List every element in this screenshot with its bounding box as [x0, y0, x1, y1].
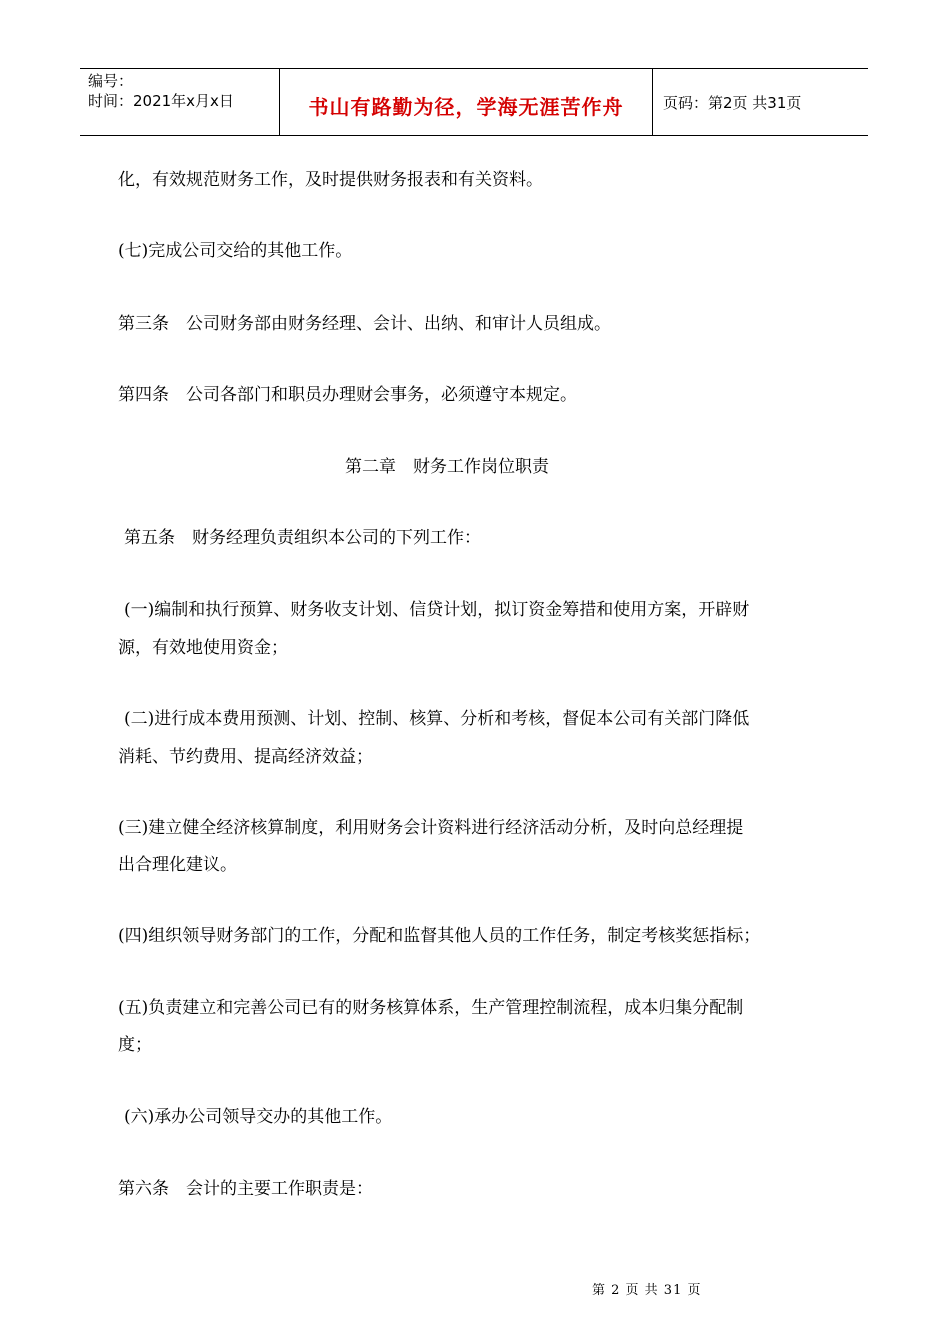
- item-five-line-2: 度；: [118, 1035, 152, 1055]
- article-five: 第五条 财务经理负责组织本公司的下列工作：: [124, 528, 481, 548]
- document-number-label: 编号：: [88, 72, 134, 90]
- item-three-line-1: (三)建立健全经济核算制度，利用财务会计资料进行经济活动分析，及时向总经理提: [118, 818, 744, 838]
- item-one-line-1: (一)编制和执行预算、财务收支计划、信贷计划，拟订资金筹措和使用方案，开辟财: [124, 600, 750, 620]
- page-footer: 第 2 页 共 31 页: [592, 1283, 702, 1298]
- item-six: (六)承办公司领导交办的其他工作。: [124, 1107, 393, 1127]
- paragraph-line: 化，有效规范财务工作，及时提供财务报表和有关资料。: [118, 170, 543, 190]
- article-three: 第三条 公司财务部由财务经理、会计、出纳、和审计人员组成。: [118, 314, 611, 334]
- header-meta-cell: [80, 69, 280, 135]
- header-motto-cell: [280, 69, 653, 135]
- header-page-info: 页码：第2页 共31页: [663, 93, 802, 112]
- chapter-title: 第二章 财务工作岗位职责: [345, 457, 549, 477]
- item-five-line-1: (五)负责建立和完善公司已有的财务核算体系，生产管理控制流程，成本归集分配制: [118, 998, 744, 1018]
- page-header: [80, 68, 868, 136]
- document-time-label: 时间：2021年x月x日: [88, 92, 234, 110]
- header-motto: 书山有路勤为径，学海无涯苦作舟: [308, 94, 624, 119]
- item-four: (四)组织领导财务部门的工作，分配和监督其他人员的工作任务，制定考核奖惩指标；: [118, 926, 761, 946]
- item-one-line-2: 源，有效地使用资金；: [118, 638, 288, 658]
- article-six: 第六条 会计的主要工作职责是：: [118, 1179, 373, 1199]
- paragraph-item-seven: (七)完成公司交给的其他工作。: [118, 241, 353, 261]
- item-two-line-1: (二)进行成本费用预测、计划、控制、核算、分析和考核，督促本公司有关部门降低: [124, 709, 750, 729]
- item-three-line-2: 出合理化建议。: [118, 855, 237, 875]
- header-page-cell: [653, 69, 868, 135]
- item-two-line-2: 消耗、节约费用、提高经济效益；: [118, 747, 373, 767]
- article-four: 第四条 公司各部门和职员办理财会事务，必须遵守本规定。: [118, 385, 577, 405]
